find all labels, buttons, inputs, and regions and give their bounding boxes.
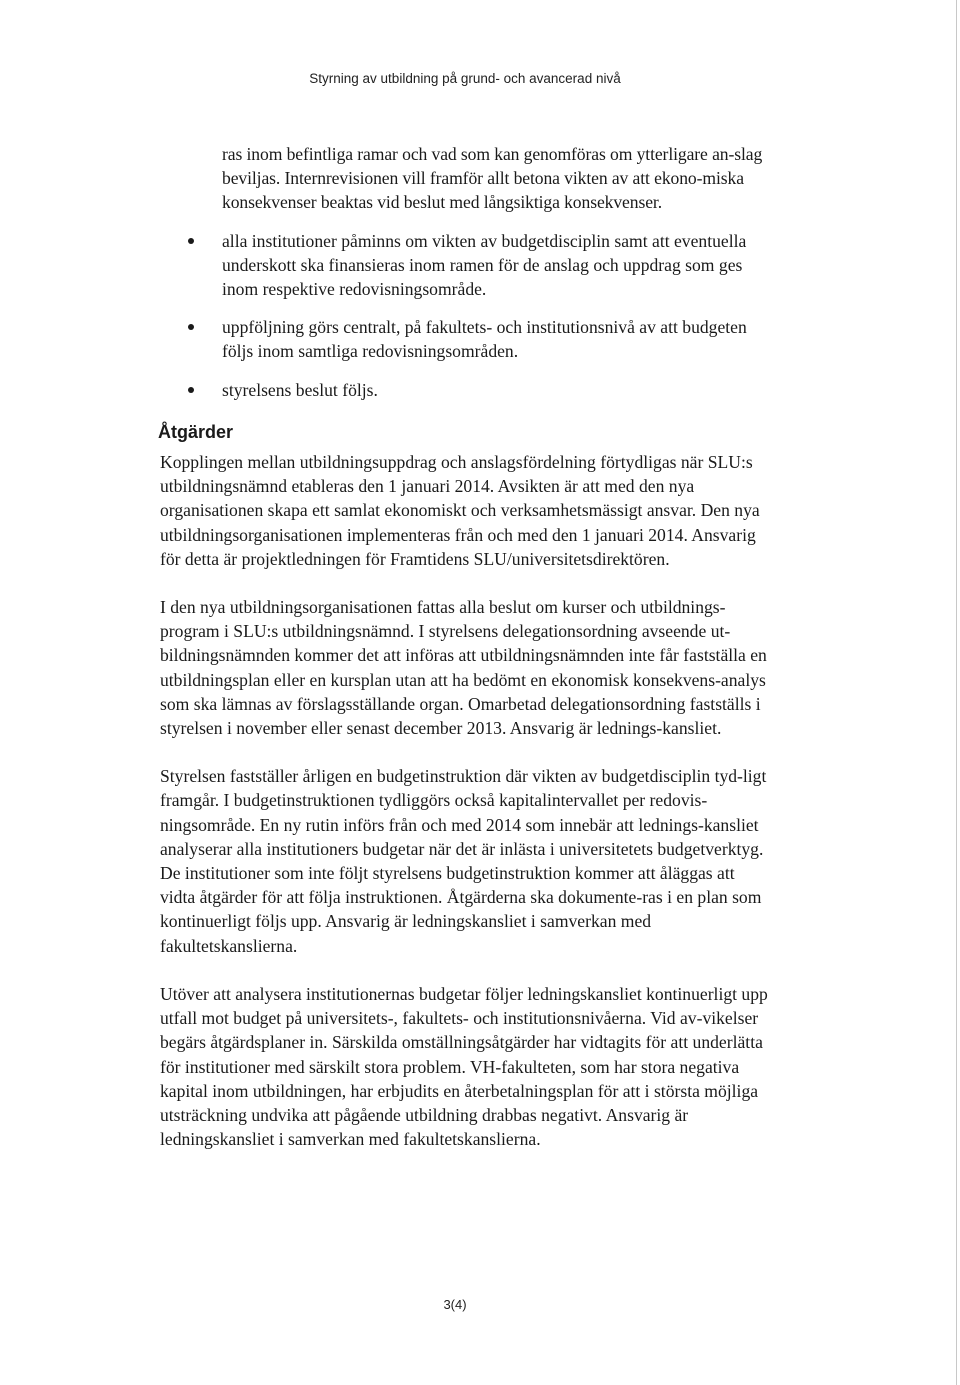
continuation-paragraph: ras inom befintliga ramar och vad som kan genomföras om ytterligare an-slag beviljas. Internrevisionen vill framför allt betona vikten av att ekono-miska konsekvenser beaktas vid beslut med långsiktiga konsekvenser.	[222, 144, 763, 213]
bullet-list	[160, 229, 770, 402]
bullet-item	[160, 315, 770, 363]
body-paragraph: Styrelsen fastställer årligen en budgetinstruktion där vikten av budgetdisciplin tyd-ligt framgår. I budgetinstruktionen tydliggörs också kapitalintervallet per redovis-ningsområde. En ny rutin införs från och med 2014 som innebär att lednings-kansliet analyserar alla institutioners budgetar när det är inlästa i universitetets budgetverktyg. De institutioner som inte följt styrelsens budgetinstruktion kommer att åläggas att vidta åtgärder för att följa instruktionen. Åtgärderna ska dokumente-ras i en plan som kontinuerligt följs upp. Ansvarig är ledningskansliet i samverkan med fakultetskanslierna.	[160, 766, 767, 956]
section-heading: Åtgärder	[158, 421, 234, 442]
body-paragraph: Kopplingen mellan utbildningsuppdrag och anslagsfördelning förtydligas när SLU:s utbildningsnämnd etableras den 1 januari 2014. Avsikten är att med den nya organisationen skapa ett samlat ekonomiskt och verksamhetsmässigt ansvar. Den nya utbildningsorganisationen implementeras från och med den 1 januari 2014. Ansvarig för detta är projektledningen för Framtidens SLU/universitetsdirektören.	[160, 452, 760, 569]
document-body	[160, 142, 770, 1175]
bullet-text: alla institutioner påminns om vikten av budgetdisciplin samt att eventuella underskott ska finansieras inom ramen för de anslag och uppdrag som ges inom respektive redovisningsområde.	[222, 230, 747, 300]
bullet-dot-icon	[188, 238, 194, 244]
body-paragraph: I den nya utbildningsorganisationen fattas alla beslut om kurser och utbildnings-program i SLU:s utbildningsnämnd. I styrelsens delegationsordning avseende ut-bildningsnämnden kommer det att införas att utbildningsnämnden inte får fastställa en utbildningsplan eller en kursplan utan att ha bedömt en ekonomisk konsekvens-analys som ska lämnas av förslagsställande organ. Omarbetad delegationsordning fastställs i styrelsen i november eller senast december 2013. Ansvarig är lednings-kansliet.	[160, 597, 767, 739]
bullet-item	[160, 229, 770, 302]
bullet-text: styrelsens beslut följs.	[222, 379, 378, 400]
body-paragraph: Utöver att analysera institutionernas budgetar följer ledningskansliet kontinuerligt upp utfall mot budget på universitets-, fakultets- och institutionsnivåerna. Vid av-vikelser begärs åtgärdsplaner in. Särskilda omställningsåtgärder har vidtagits för att underlätta för institutioner med särskilt stora problem. VH-fakulteten, som har stora negativa kapital inom utbildningen, har erbjudits en återbetalningsplan för att i största möjliga utsträckning undvika att pågående utbildning drabbas negativt. Ansvarig är ledningskansliet i samverkan med fakultetskanslierna.	[160, 983, 768, 1150]
running-header: Styrning av utbildning på grund- och avancerad nivå	[309, 71, 621, 86]
page-edge-line	[956, 0, 957, 1385]
bullet-dot-icon	[188, 324, 194, 330]
bullet-dot-icon	[188, 387, 194, 393]
bullet-text: uppföljning görs centralt, på fakultets- och institutionsnivå av att budgeten följs inom samtliga redovisningsområden.	[222, 317, 747, 362]
page-number: 3(4)	[443, 1297, 467, 1312]
bullet-item	[160, 378, 770, 402]
